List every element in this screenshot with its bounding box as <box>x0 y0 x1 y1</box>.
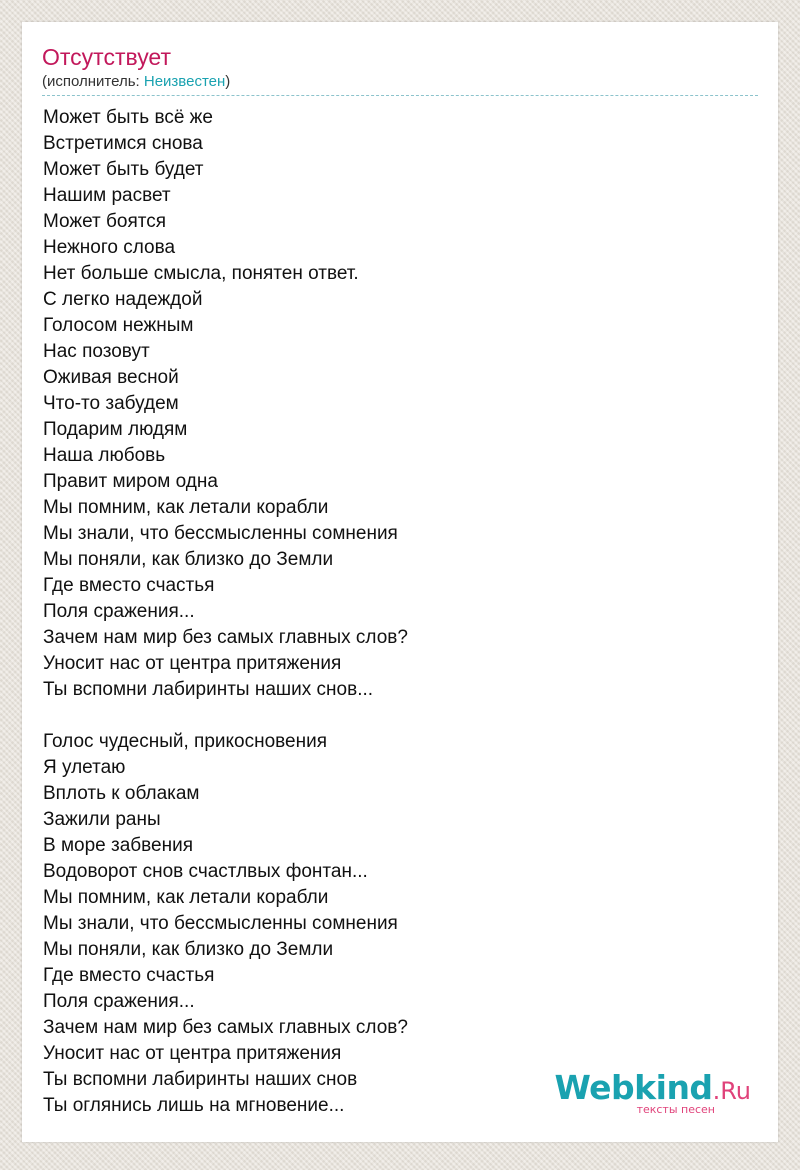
performer-prefix: (исполнитель: <box>42 73 144 90</box>
logo-tagline: тексты песен <box>636 1103 715 1116</box>
lyric-line: Голосом нежным <box>43 315 194 336</box>
lyric-line: Что-то забудем <box>43 393 179 414</box>
lyric-line: Уносит нас от центра притяжения <box>43 653 342 674</box>
lyric-line: Мы помним, как летали корабли <box>43 497 329 518</box>
lyric-line: Зачем нам мир без самых главных слов? <box>43 1017 408 1038</box>
lyric-line: Зачем нам мир без самых главных слов? <box>43 627 408 648</box>
song-header <box>42 42 758 96</box>
lyric-line: Нашим расвет <box>43 185 171 206</box>
performer-link[interactable]: Неизвестен <box>143 73 226 90</box>
lyric-line: Нежного слова <box>43 237 176 258</box>
lyric-line: Уносит нас от центра притяжения <box>43 1043 342 1064</box>
lyric-line: Вплоть к облакам <box>43 783 200 804</box>
lyric-line: Мы знали, что бессмысленны сомнения <box>43 913 398 934</box>
lyric-line: Мы знали, что бессмысленны сомнения <box>43 523 398 544</box>
lyric-line: С легко надеждой <box>43 289 203 310</box>
lyric-line: Правит миром одна <box>43 471 218 492</box>
logo-name: Webkind <box>554 1068 713 1107</box>
lyric-line: Наша любовь <box>43 445 166 466</box>
lyric-line: Нас позовут <box>43 341 150 362</box>
lyrics-text <box>43 105 743 1119</box>
lyric-line: Встретимся снова <box>43 133 203 154</box>
lyric-line: Может быть всё же <box>43 107 213 128</box>
lyric-line: Где вместо счастья <box>43 575 215 596</box>
site-logo[interactable] <box>554 1068 751 1116</box>
lyric-line: Где вместо счастья <box>43 965 215 986</box>
stanza-break <box>43 703 743 729</box>
lyric-line: Я улетаю <box>43 757 126 778</box>
lyric-line: Зажили раны <box>43 809 161 830</box>
lyric-line: Мы поняли, как близко до Земли <box>43 549 334 570</box>
lyric-line: Поля сражения... <box>43 601 195 622</box>
lyric-line: Мы поняли, как близко до Земли <box>43 939 334 960</box>
lyric-line: Нет больше смысла, понятен ответ. <box>43 263 359 284</box>
lyric-line: Ты вспомни лабиринты наших снов... <box>43 679 374 700</box>
song-title: Отсутствует <box>42 44 171 70</box>
lyrics-page <box>22 22 778 1142</box>
logo-tld: .Ru <box>712 1077 751 1105</box>
lyric-line: Мы помним, как летали корабли <box>43 887 329 908</box>
lyric-line: Голос чудесный, прикосновения <box>43 731 328 752</box>
lyric-line: Может быть будет <box>43 159 204 180</box>
lyric-line: Ты вспомни лабиринты наших снов <box>43 1069 358 1090</box>
lyric-line: Оживая весной <box>43 367 179 388</box>
lyric-line: Может боятся <box>43 211 167 232</box>
lyric-line: Подарим людям <box>43 419 188 440</box>
lyric-line: Поля сражения... <box>43 991 195 1012</box>
performer-suffix: ) <box>225 73 231 90</box>
performer-line <box>42 72 758 96</box>
lyric-line: Водоворот снов счастлвых фонтан... <box>43 861 368 882</box>
lyric-line: Ты оглянись лишь на мгновение... <box>43 1095 345 1116</box>
lyric-line: В море забвения <box>43 835 193 856</box>
